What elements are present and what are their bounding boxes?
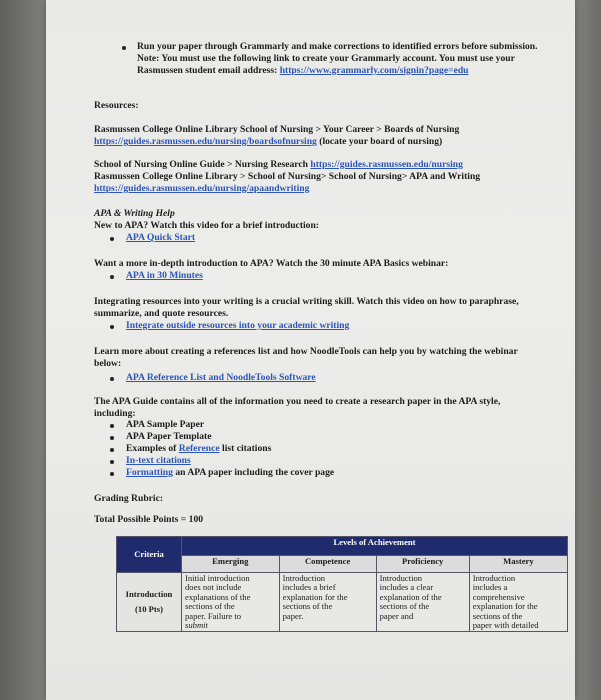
mastery-text-5: sections of the bbox=[472, 610, 523, 621]
grammarly-line-1: Run your paper through Grammarly and make corrections to identified errors before submission. bbox=[137, 41, 538, 52]
criteria-name: Introduction bbox=[125, 588, 173, 599]
grading-rubric-table bbox=[116, 536, 568, 632]
resources-heading: Resources: bbox=[94, 100, 139, 111]
proficiency-text-1: Introduction bbox=[379, 573, 423, 583]
level-competence: Competence bbox=[279, 556, 376, 573]
bullet-icon bbox=[122, 46, 126, 50]
level-mastery: Mastery bbox=[469, 556, 567, 573]
formatting-link[interactable]: Formatting bbox=[126, 467, 173, 478]
list-examples bbox=[126, 443, 271, 454]
list-sample-paper: APA Sample Paper bbox=[126, 419, 205, 430]
list-examples-prefix: Examples of bbox=[126, 443, 177, 454]
proficiency-text-2: includes a clear bbox=[379, 582, 434, 593]
criteria-cell bbox=[117, 573, 182, 632]
list-examples-suffix: list citations bbox=[222, 443, 272, 454]
apa-more-intro-text: Want a more in-depth introduction to APA? Watch the 30 minute APA Basics webinar: bbox=[94, 258, 449, 269]
bullet-icon bbox=[110, 275, 114, 279]
grammarly-line-3-prefix: Rasmussen student email address: bbox=[137, 65, 278, 76]
apa-30-minutes-link[interactable]: APA in 30 Minutes bbox=[126, 270, 203, 281]
apa-quick-start-link[interactable]: APA Quick Start bbox=[126, 232, 196, 243]
competence-cell bbox=[279, 573, 376, 632]
competence-text-1: Introduction bbox=[282, 573, 326, 583]
grammarly-line-3 bbox=[137, 65, 469, 76]
reference-link[interactable]: Reference bbox=[178, 443, 220, 454]
emerging-cell bbox=[182, 573, 280, 632]
resource-1-path: Rasmussen College Online Library School of Nursing > Your Career > Boards of Nursing bbox=[94, 124, 460, 135]
boards-of-nursing-link[interactable]: https://guides.rasmussen.edu/nursing/boardsofnursing bbox=[94, 136, 317, 147]
total-points: Total Possible Points = 100 bbox=[94, 514, 204, 525]
emerging-text-6: submit bbox=[185, 620, 208, 631]
list-intext bbox=[126, 455, 191, 466]
mastery-text-2: includes a bbox=[472, 582, 508, 593]
list-formatting-suffix: an APA paper including the cover page bbox=[175, 467, 335, 478]
apa-quick-start-line bbox=[126, 232, 195, 243]
apa-help-heading: APA & Writing Help bbox=[94, 208, 175, 219]
nursing-guide-link[interactable]: https://guides.rasmussen.edu/nursing bbox=[310, 159, 463, 170]
resource-2-prefix: School of Nursing Online Guide > Nursing Research bbox=[94, 159, 308, 170]
apa-intro-text: New to APA? Watch this video for a brief introduction: bbox=[94, 220, 320, 231]
resource-3-path: Rasmussen College Online Library > School of Nursing> School of Nursing> APA and Writing bbox=[94, 171, 481, 182]
level-proficiency: Proficiency bbox=[376, 556, 469, 573]
apa-guide-text-1: The APA Guide contains all of the information you need to create a research paper in the APA style, bbox=[94, 396, 501, 407]
mastery-text-4: explanation for the bbox=[472, 601, 538, 612]
bullet-icon bbox=[110, 377, 114, 381]
noodle-line bbox=[126, 372, 316, 383]
apa-guide-text-2: including: bbox=[94, 408, 136, 419]
bullet-icon bbox=[110, 460, 114, 464]
emerging-text-2: does not include bbox=[185, 582, 242, 593]
bullet-icon bbox=[110, 436, 114, 440]
learn-text-1: Learn more about creating a references list and how NoodleTools can help you by watching the webinar bbox=[94, 346, 518, 357]
resource-1-line bbox=[94, 136, 442, 147]
apa-writing-link[interactable]: https://guides.rasmussen.edu/nursing/apaandwriting bbox=[94, 183, 310, 194]
list-paper-template: APA Paper Template bbox=[126, 431, 212, 442]
table-row bbox=[117, 573, 568, 632]
proficiency-text-3: explanation of the bbox=[379, 591, 442, 602]
bullet-icon bbox=[110, 472, 114, 476]
emerging-text-1: Initial introduction bbox=[185, 573, 250, 583]
noodletools-link[interactable]: APA Reference List and NoodleTools Software bbox=[126, 372, 316, 383]
emerging-text-4: sections of the bbox=[185, 601, 235, 612]
intext-citations-link[interactable]: In-text citations bbox=[126, 455, 191, 466]
criteria-header: Criteria bbox=[117, 537, 182, 573]
resource-3-line bbox=[94, 183, 309, 194]
grammarly-line-2: Note: You must use the following link to create your Grammarly account. You must use your bbox=[137, 53, 515, 64]
emerging-text-5-span: paper. Failure to bbox=[185, 610, 242, 621]
bullet-icon bbox=[110, 424, 114, 428]
mastery-text-1: Introduction bbox=[472, 573, 516, 583]
integrate-resources-link[interactable]: Integrate outside resources into your academic writing bbox=[126, 320, 350, 331]
resource-2-line bbox=[94, 159, 463, 170]
proficiency-cell bbox=[376, 573, 469, 632]
criteria-points: (10 Pts) bbox=[135, 604, 163, 615]
proficiency-text-5: paper and bbox=[379, 610, 414, 621]
bullet-icon bbox=[110, 448, 114, 452]
bullet-icon bbox=[110, 237, 114, 241]
mastery-cell bbox=[469, 573, 567, 632]
levels-header: Levels of Achievement bbox=[182, 537, 568, 556]
competence-text-4: sections of the bbox=[282, 601, 333, 612]
learn-text-2: below: bbox=[94, 358, 122, 369]
mastery-text-3: comprehensive bbox=[472, 591, 525, 602]
apa-30-minutes-line bbox=[126, 270, 203, 281]
grading-heading: Grading Rubric: bbox=[94, 493, 164, 504]
competence-text-5: paper. bbox=[282, 610, 304, 621]
level-emerging: Emerging bbox=[182, 556, 280, 573]
competence-text-3: explanation for the bbox=[282, 591, 348, 602]
document-page bbox=[46, 0, 575, 700]
emerging-text-3: explanations of the bbox=[185, 591, 251, 602]
proficiency-text-4: sections of the bbox=[379, 601, 430, 612]
competence-text-2: includes a brief bbox=[282, 582, 336, 593]
list-formatting bbox=[126, 467, 334, 478]
integrate-line bbox=[126, 320, 349, 331]
bullet-icon bbox=[110, 325, 114, 329]
mastery-text-6: paper with detailed bbox=[472, 620, 539, 631]
integrating-text-1: Integrating resources into your writing is a crucial writing skill. Watch this video on how to paraphrase, bbox=[94, 296, 519, 307]
integrating-text-2: summarize, and quote resources. bbox=[94, 308, 229, 319]
resource-1-suffix: (locate your board of nursing) bbox=[319, 136, 443, 147]
grammarly-link[interactable]: https://www.grammarly.com/signin?page=edu bbox=[279, 65, 469, 76]
